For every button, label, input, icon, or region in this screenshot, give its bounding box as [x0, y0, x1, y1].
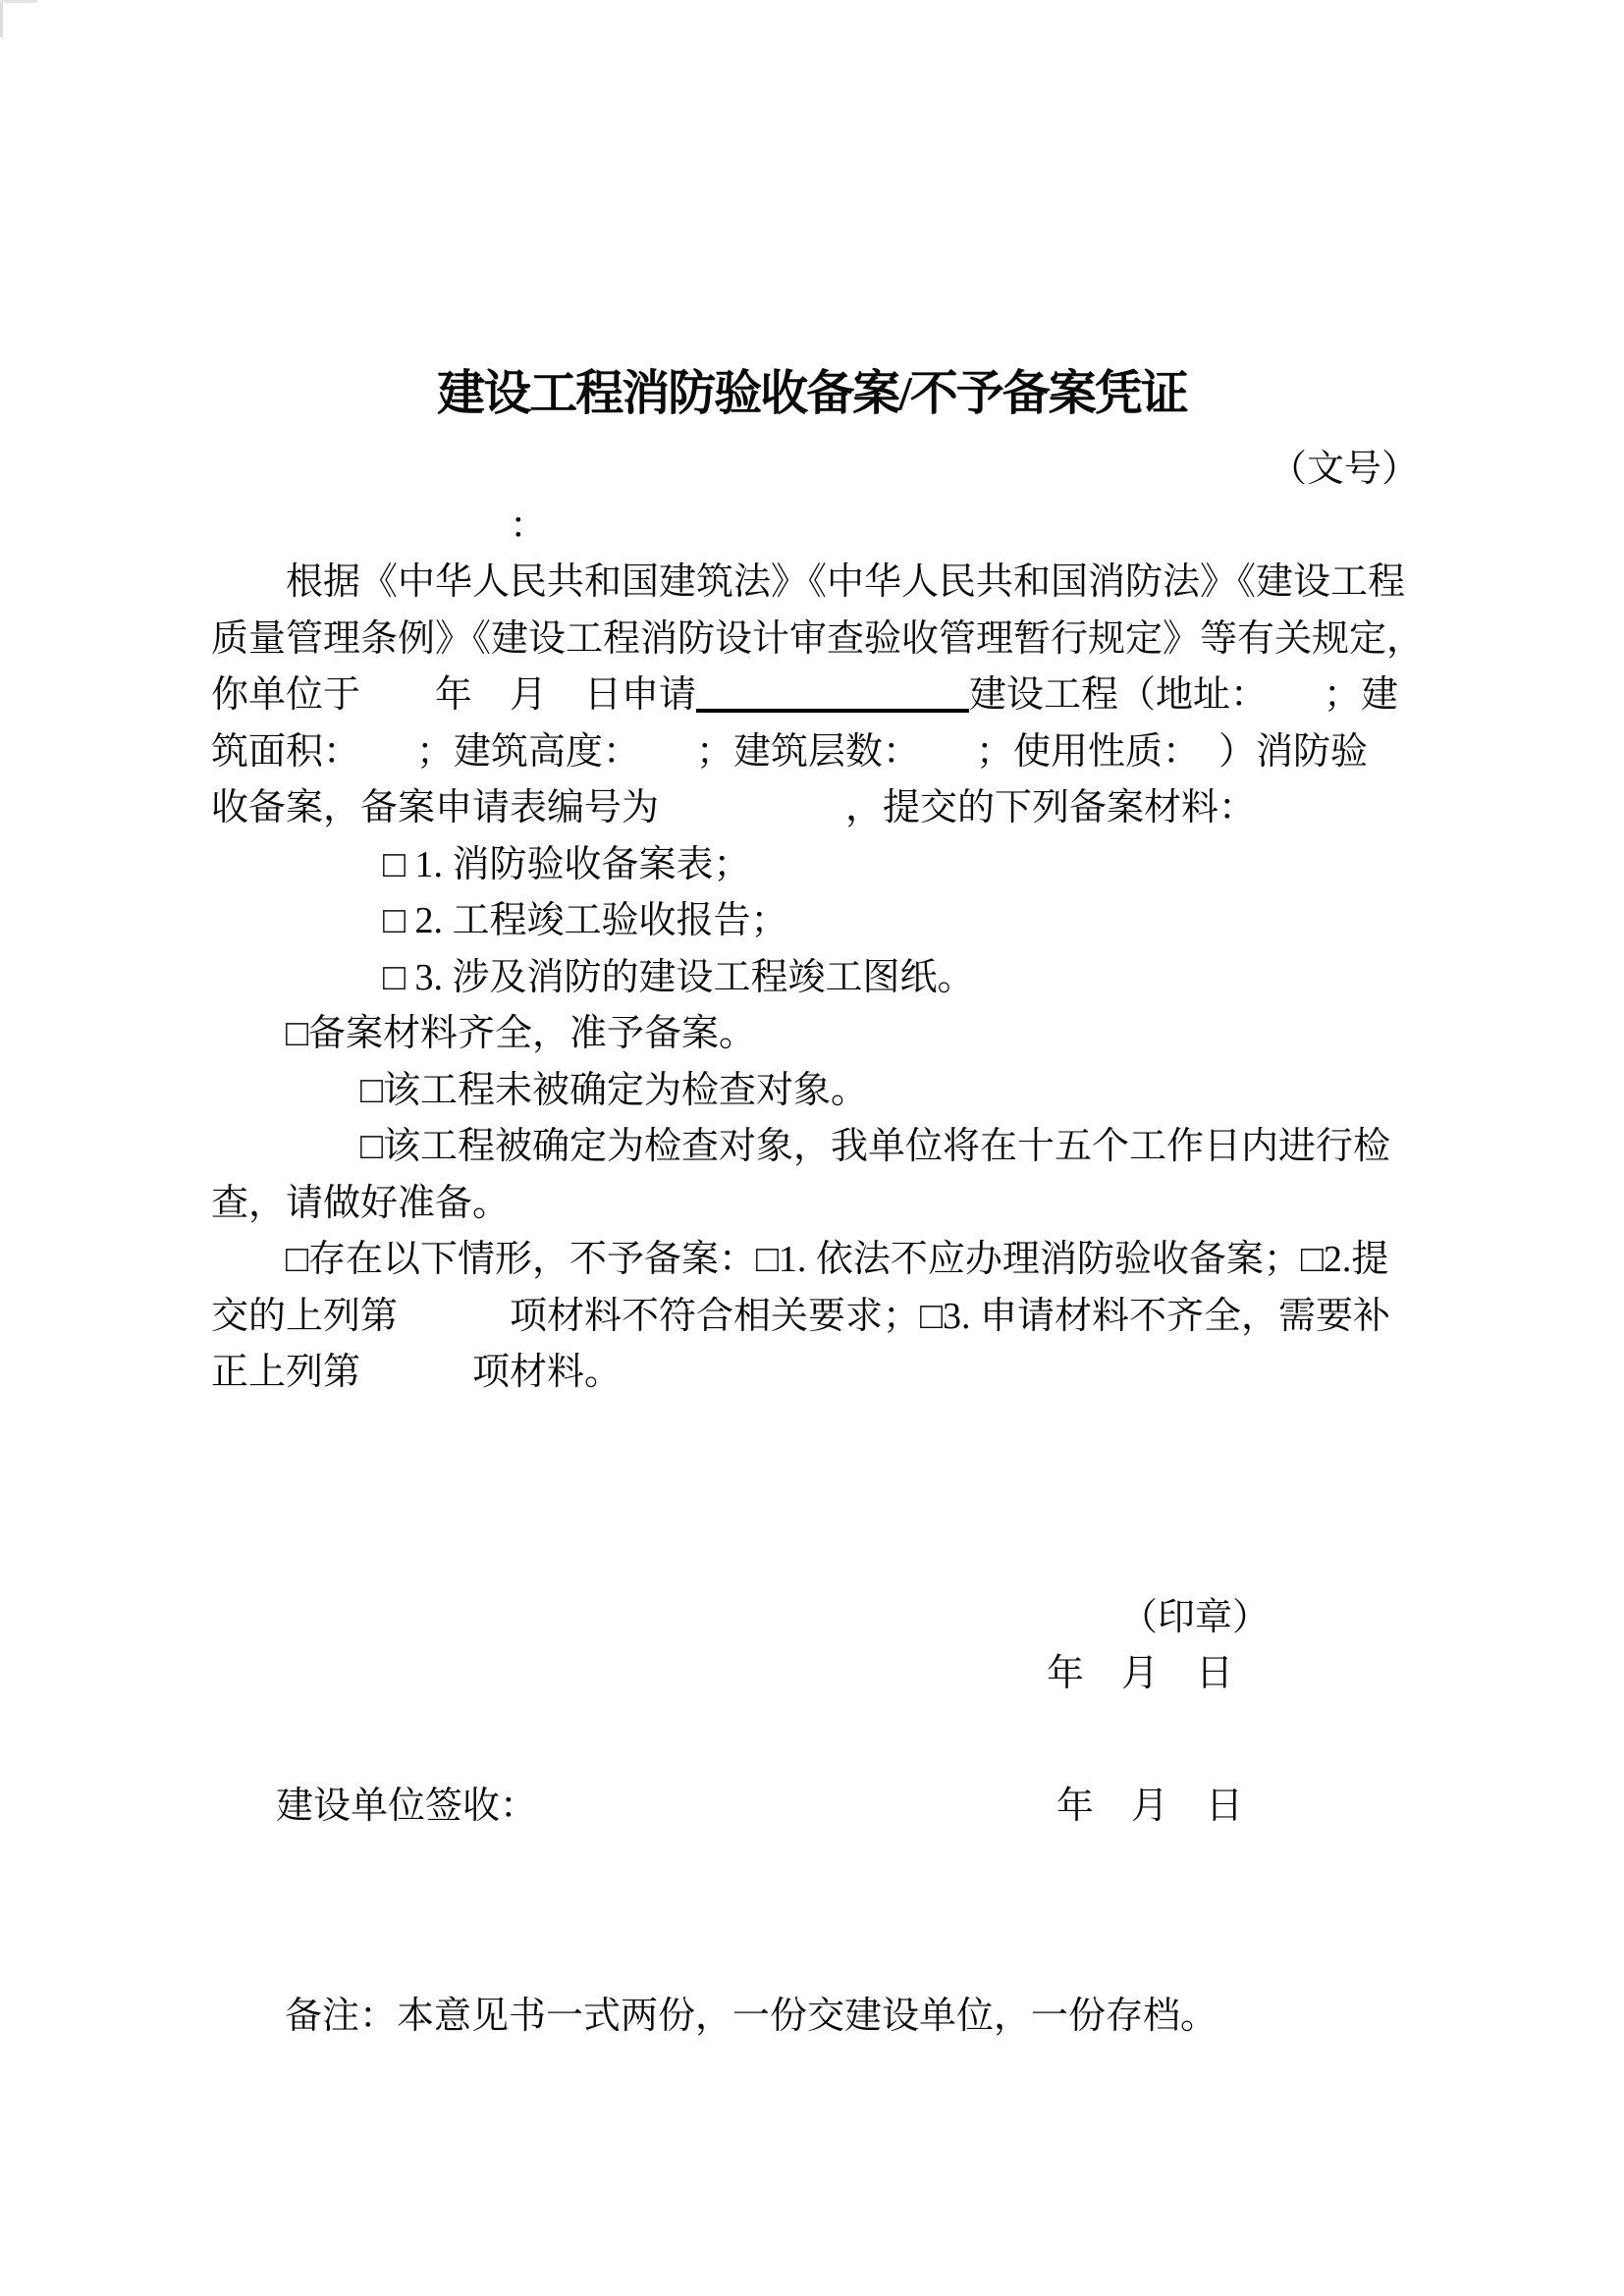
- body-line-4: 筑面积： ；建筑高度： ；建筑层数： ；使用性质： ）消防验: [211, 730, 1369, 773]
- body-line-3-prefix: 你单位于 年 月 日申请: [211, 674, 697, 716]
- material-item-1: □ 1. 消防验收备案表；: [383, 843, 751, 885]
- decision-line-rejection: □存在以下情形，不予备案：□1. 依法不应办理消防验收备案；□2.提: [286, 1239, 1389, 1280]
- decision-line-selected-for-inspection: □该工程被确定为检查对象，我单位将在十五个工作日内进行检: [360, 1126, 1390, 1167]
- body-line-5: 收备案，备案申请表编号为 ，提交的下列备案材料：: [211, 787, 1257, 828]
- material-item-2: □ 2. 工程竣工验收报告；: [383, 900, 788, 941]
- document-body: [211, 442, 1425, 1402]
- decision-line-selected-continued: 查，请做好准备。: [211, 1182, 511, 1224]
- scan-edge-artifact-horizontal: [0, 0, 37, 3]
- addressee-line: ：: [211, 505, 548, 547]
- construction-unit-sign-label: 建设单位签收：: [276, 1786, 538, 1827]
- issue-date-line: 年 月 日: [1047, 1653, 1234, 1694]
- decision-line-not-selected: □该工程未被确定为检查对象。: [360, 1069, 868, 1111]
- body-line-3: [211, 667, 1419, 724]
- stamp-placeholder: （印章）: [1120, 1597, 1271, 1638]
- project-name-blank-underline: [696, 701, 969, 713]
- scan-edge-artifact-vertical: [0, 0, 3, 37]
- decision-line-materials-complete: □备案材料齐全，准予备案。: [286, 1013, 756, 1054]
- decision-line-rejection-continued-1: 交的上列第 项材料不符合相关要求；□3. 申请材料不齐全，需要补: [211, 1295, 1390, 1337]
- doc-number-line: （文号）: [1269, 449, 1419, 490]
- material-item-3: □ 3. 涉及消防的建设工程竣工图纸。: [383, 956, 975, 998]
- body-line-3-suffix: 建设工程（地址： ；建: [969, 674, 1399, 716]
- body-line-2: 质量管理条例》《建设工程消防设计审查验收管理暂行规定》等有关规定，: [211, 617, 1425, 660]
- document-title: 建设工程消防验收备案/不予备案凭证: [437, 366, 1187, 420]
- footer-note: 备注：本意见书一式两份，一份交建设单位，一份存档。: [285, 1996, 1218, 2037]
- decision-line-rejection-continued-2: 正上列第 项材料。: [211, 1352, 623, 1393]
- body-line-1: 根据《中华人民共和国建筑法》《中华人民共和国消防法》《建设工程: [286, 561, 1406, 603]
- sign-date-line: 年 月 日: [1056, 1786, 1244, 1827]
